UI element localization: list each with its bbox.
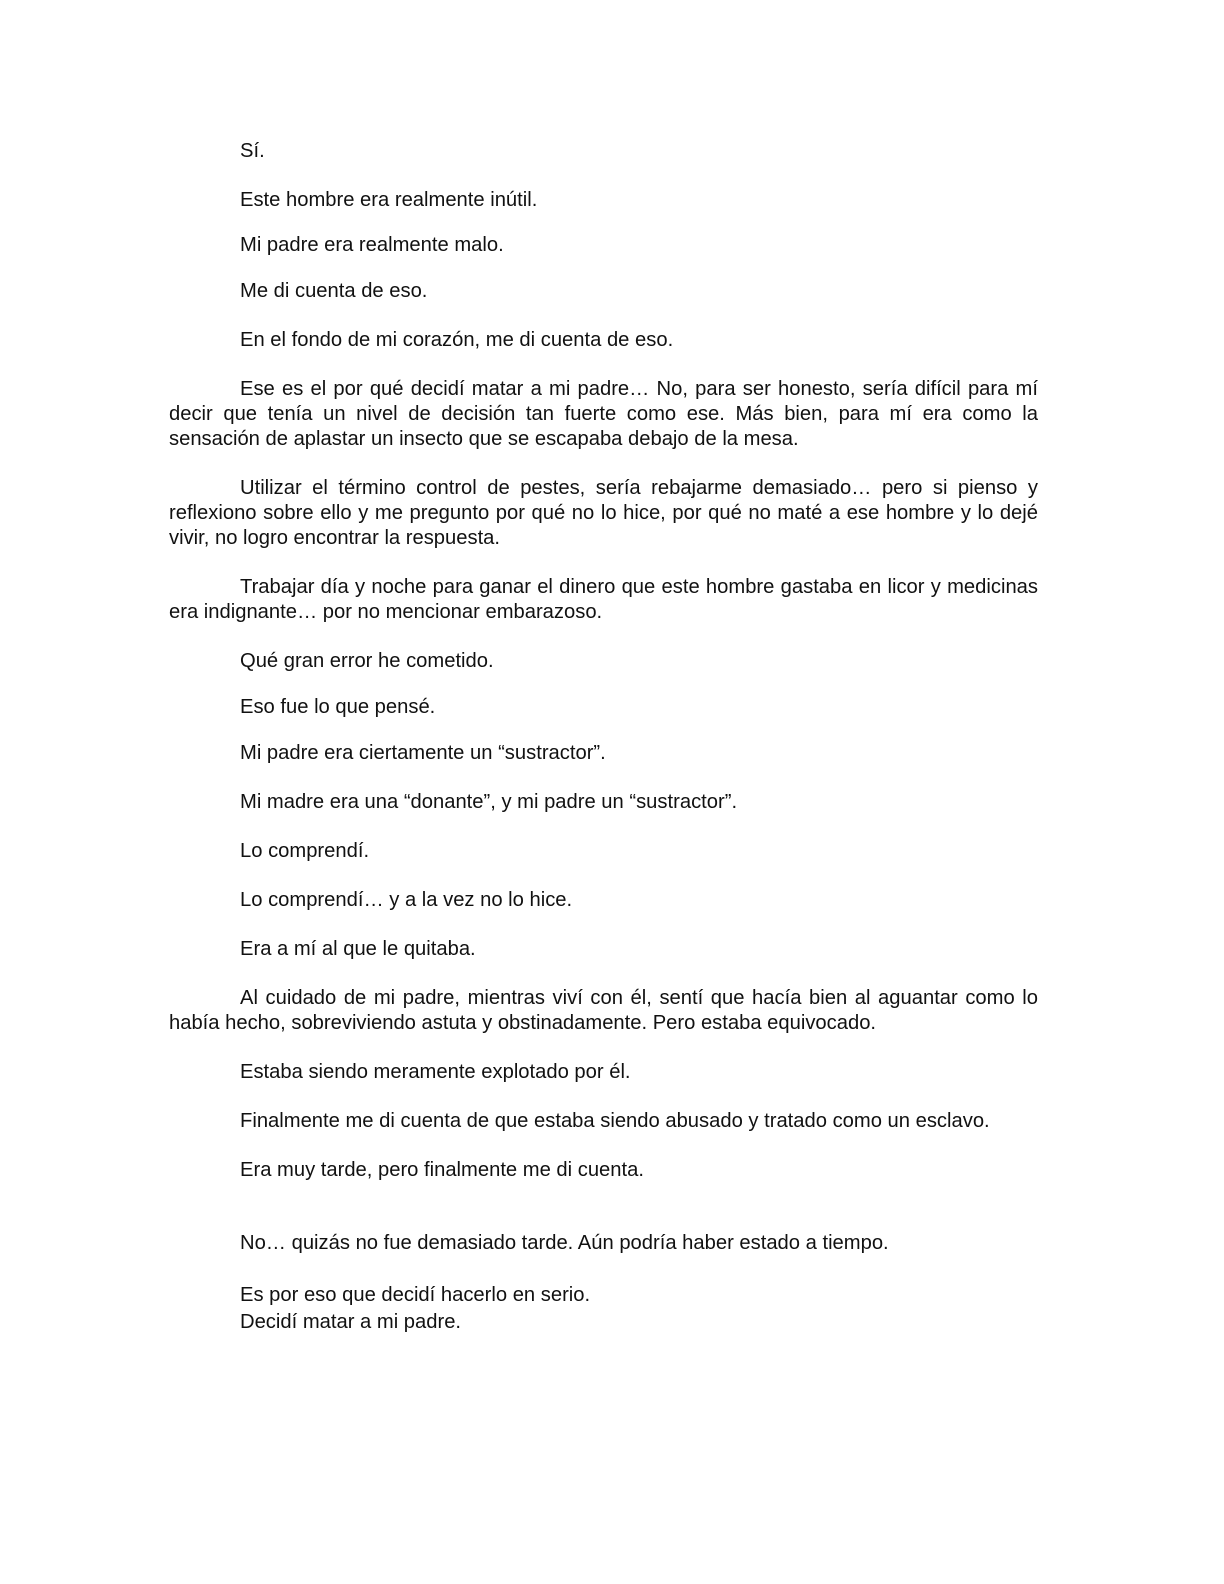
paragraph: Era a mí al que le quitaba. — [240, 938, 476, 960]
paragraph: Mi madre era una “donante”, y mi padre un “sustractor”. — [240, 791, 738, 813]
paragraph: Trabajar día y noche para ganar el dinero que este hombre gastaba en licor y medicinas era indignante… por no mencionar embarazoso. — [169, 576, 1038, 623]
document-body — [169, 139, 1038, 1335]
paragraph: Sí. — [240, 140, 265, 162]
paragraph: Lo comprendí. — [240, 840, 370, 862]
paragraph: Mi padre era realmente malo. — [240, 234, 504, 256]
paragraph: Mi padre era ciertamente un “sustractor”. — [240, 742, 606, 764]
paragraph: Eso fue lo que pensé. — [240, 696, 436, 718]
paragraph: Es por eso que decidí hacerlo en serio. — [240, 1284, 591, 1306]
paragraph: Este hombre era realmente inútil. — [240, 189, 538, 211]
paragraph: Ese es el por qué decidí matar a mi padre… No, para ser honesto, sería difícil para mí decir que tenía un nivel de decisión tan fuerte como ese. Más bien, para mí era como la sensación de aplastar un insecto que se escapaba debajo de la mesa. — [169, 378, 1038, 450]
paragraph: Me di cuenta de eso. — [240, 280, 428, 302]
paragraph: Lo comprendí… y a la vez no lo hice. — [240, 889, 573, 911]
paragraph: Qué gran error he cometido. — [240, 650, 494, 672]
paragraph: Estaba siendo meramente explotado por él. — [240, 1061, 631, 1083]
paragraph: No… quizás no fue demasiado tarde. Aún podría haber estado a tiempo. — [240, 1232, 889, 1254]
paragraph: Finalmente me di cuenta de que estaba siendo abusado y tratado como un esclavo. — [240, 1110, 990, 1132]
paragraph: Al cuidado de mi padre, mientras viví con él, sentí que hacía bien al aguantar como lo había hecho, sobreviviendo astuta y obstinadamente. Pero estaba equivocado. — [169, 987, 1038, 1034]
paragraph: Utilizar el término control de pestes, sería rebajarme demasiado… pero si pienso y reflexiono sobre ello y me pregunto por qué no lo hice, por qué no maté a ese hombre y lo dejé vivir, no logro encontrar la respuesta. — [169, 477, 1038, 549]
paragraph: Era muy tarde, pero finalmente me di cuenta. — [240, 1159, 644, 1181]
paragraph: Decidí matar a mi padre. — [240, 1311, 462, 1333]
paragraph: En el fondo de mi corazón, me di cuenta de eso. — [240, 329, 674, 351]
